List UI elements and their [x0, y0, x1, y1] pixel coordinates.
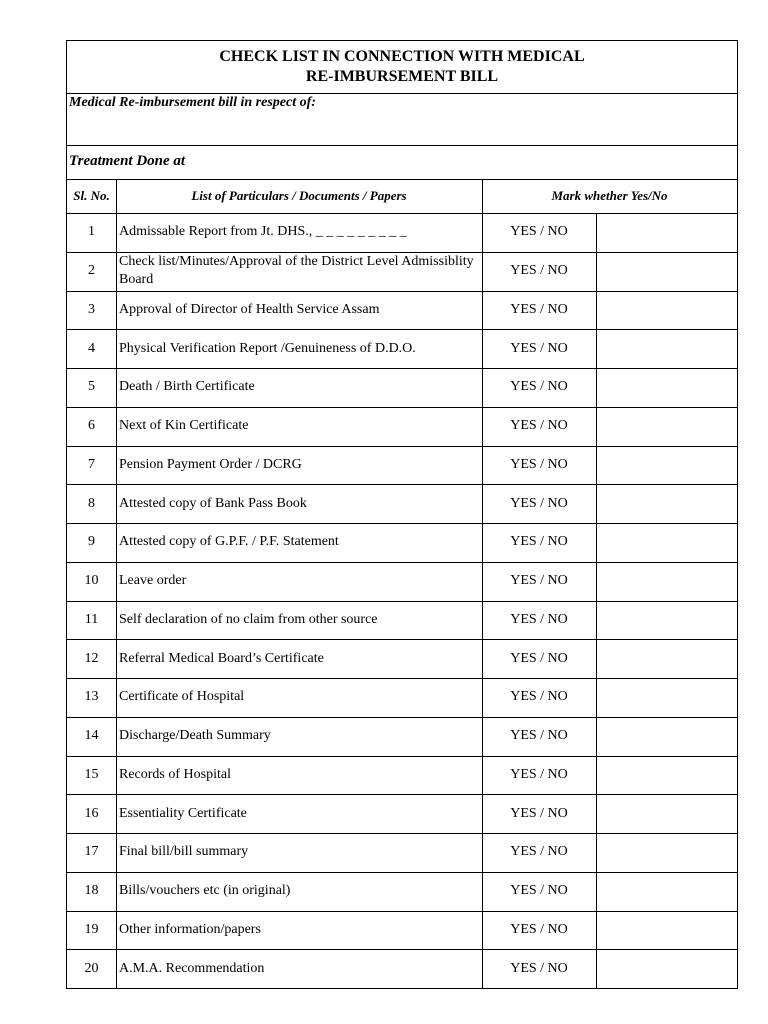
- row-sl-no: 15: [84, 766, 99, 782]
- row-mark-cell[interactable]: [597, 523, 737, 562]
- row-particular: Referral Medical Board’s Certificate: [119, 650, 324, 666]
- table-row: [67, 252, 737, 291]
- row-mark-cell[interactable]: [597, 407, 737, 446]
- row-mark-cell[interactable]: [597, 213, 737, 252]
- row-mark-cell[interactable]: [597, 484, 737, 523]
- row-mark-cell[interactable]: [597, 368, 737, 407]
- row-yes-no: YES / NO: [510, 573, 568, 589]
- row-particular: A.M.A. Recommendation: [119, 960, 265, 976]
- row-yes-no: YES / NO: [510, 728, 568, 744]
- table-row: [67, 213, 737, 252]
- checklist-sheet: [66, 40, 738, 989]
- table-row: [67, 639, 737, 678]
- table-row: [67, 484, 737, 523]
- row-mark-cell[interactable]: [597, 794, 737, 833]
- row-particular: Records of Hospital: [119, 766, 231, 782]
- table-row: [67, 446, 737, 485]
- row-mark-cell[interactable]: [597, 446, 737, 485]
- table-row: [67, 949, 737, 988]
- row-yes-no: YES / NO: [510, 689, 568, 705]
- row-particular: Next of Kin Certificate: [119, 418, 249, 434]
- row-yes-no: YES / NO: [510, 766, 568, 782]
- row-sl-no: 19: [84, 921, 99, 937]
- title-line-2: RE-IMBURSEMENT BILL: [305, 68, 499, 85]
- row-particular: Certificate of Hospital: [119, 689, 245, 705]
- row-particular: Essentiality Certificate: [119, 805, 247, 821]
- table-row: [67, 329, 737, 368]
- row-particular: Discharge/Death Summary: [119, 728, 271, 744]
- table-row: [67, 756, 737, 795]
- row-sl-no: 17: [84, 844, 99, 860]
- row-particular: Pension Payment Order / DCRG: [119, 456, 302, 472]
- row-mark-cell[interactable]: [597, 678, 737, 717]
- row-sl-no: 18: [84, 883, 99, 899]
- table-row: [67, 872, 737, 911]
- row-particular: Leave order: [119, 573, 187, 589]
- row-particular: Check list/Minutes/Approval of the District Level Admissiblity Board: [119, 254, 474, 288]
- row-yes-no: YES / NO: [510, 379, 568, 395]
- row-sl-no: 9: [88, 534, 95, 550]
- table-row: [67, 407, 737, 446]
- respect-of-label: Medical Re-imbursement bill in respect of:: [69, 95, 316, 110]
- row-sl-no: 6: [88, 418, 95, 434]
- row-mark-cell[interactable]: [597, 756, 737, 795]
- row-sl-no: 12: [84, 650, 99, 666]
- row-yes-no: YES / NO: [510, 301, 568, 317]
- respect-of-field[interactable]: [67, 113, 737, 145]
- row-particular: Physical Verification Report /Genuineness of D.D.O.: [119, 340, 416, 356]
- row-sl-no: 14: [84, 728, 99, 744]
- row-mark-cell[interactable]: [597, 717, 737, 756]
- table-row: [67, 794, 737, 833]
- divider: [67, 145, 737, 146]
- title-line-1: CHECK LIST IN CONNECTION WITH MEDICAL: [219, 48, 585, 65]
- row-sl-no: 10: [84, 573, 99, 589]
- row-sl-no: 13: [84, 689, 99, 705]
- row-mark-cell[interactable]: [597, 949, 737, 988]
- row-sl-no: 3: [88, 301, 95, 317]
- table-row: [67, 523, 737, 562]
- table-row: [67, 291, 737, 330]
- row-particular: Final bill/bill summary: [119, 844, 249, 860]
- header-particulars: List of Particulars / Documents / Papers: [191, 188, 407, 203]
- table-row: [67, 601, 737, 640]
- row-mark-cell[interactable]: [597, 601, 737, 640]
- header-mark: Mark whether Yes/No: [551, 188, 668, 203]
- table-row: [67, 368, 737, 407]
- row-yes-no: YES / NO: [510, 495, 568, 511]
- row-particular: Other information/papers: [119, 921, 261, 937]
- row-mark-cell[interactable]: [597, 911, 737, 950]
- row-mark-cell[interactable]: [597, 291, 737, 330]
- row-yes-no: YES / NO: [510, 340, 568, 356]
- row-sl-no: 7: [88, 456, 95, 472]
- row-sl-no: 20: [84, 960, 99, 976]
- row-particular: Self declaration of no claim from other source: [119, 611, 378, 627]
- row-sl-no: 4: [88, 340, 95, 356]
- row-particular: Attested copy of Bank Pass Book: [119, 495, 307, 511]
- row-yes-no: YES / NO: [510, 263, 568, 279]
- row-sl-no: 1: [88, 224, 95, 240]
- row-sl-no: 5: [88, 379, 95, 395]
- row-yes-no: YES / NO: [510, 960, 568, 976]
- table-row: [67, 717, 737, 756]
- row-mark-cell[interactable]: [597, 833, 737, 872]
- divider: [67, 93, 737, 94]
- row-sl-no: 8: [88, 495, 95, 511]
- row-particular: Death / Birth Certificate: [119, 379, 255, 395]
- row-mark-cell[interactable]: [597, 329, 737, 368]
- row-yes-no: YES / NO: [510, 844, 568, 860]
- row-yes-no: YES / NO: [510, 921, 568, 937]
- row-yes-no: YES / NO: [510, 224, 568, 240]
- table-row: [67, 911, 737, 950]
- treatment-done-at-label: Treatment Done at: [69, 153, 186, 169]
- row-particular: Attested copy of G.P.F. / P.F. Statement: [119, 534, 339, 550]
- row-particular: Admissable Report from Jt. DHS., _ _ _ _ _ _ _ _ _: [119, 224, 407, 240]
- document-title: [67, 41, 737, 93]
- row-yes-no: YES / NO: [510, 611, 568, 627]
- row-yes-no: YES / NO: [510, 883, 568, 899]
- table-row: [67, 833, 737, 872]
- row-particular: Bills/vouchers etc (in original): [119, 883, 291, 899]
- row-particular: Approval of Director of Health Service Assam: [119, 301, 380, 317]
- row-yes-no: YES / NO: [510, 650, 568, 666]
- row-sl-no: 16: [84, 805, 99, 821]
- row-mark-cell[interactable]: [597, 252, 737, 291]
- row-sl-no: 11: [84, 611, 99, 627]
- header-sl-no: Sl. No.: [73, 188, 110, 203]
- table-row: [67, 678, 737, 717]
- row-sl-no: 2: [88, 263, 95, 279]
- table-row: [67, 562, 737, 601]
- row-yes-no: YES / NO: [510, 418, 568, 434]
- row-yes-no: YES / NO: [510, 805, 568, 821]
- row-yes-no: YES / NO: [510, 534, 568, 550]
- row-yes-no: YES / NO: [510, 456, 568, 472]
- row-mark-cell[interactable]: [597, 639, 737, 678]
- row-mark-cell[interactable]: [597, 562, 737, 601]
- row-mark-cell[interactable]: [597, 872, 737, 911]
